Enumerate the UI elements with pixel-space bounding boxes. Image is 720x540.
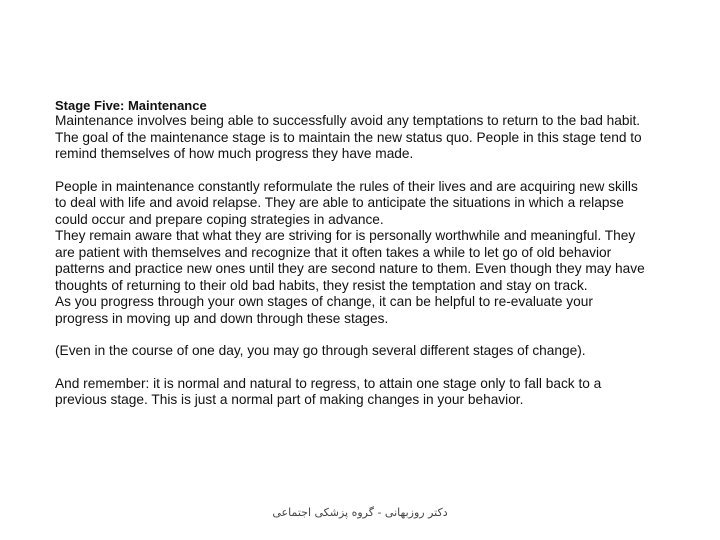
paragraph-spacer [55, 327, 705, 343]
slide-heading: Stage Five: Maintenance [55, 98, 207, 113]
paragraph-spacer [55, 163, 705, 179]
paragraph-stage-note: (Even in the course of one day, you may go through several different stages of change). [55, 343, 586, 358]
slide-content [55, 98, 705, 409]
slide-footer: دکتر روزبهانی - گروه پزشکی اجتماعی [272, 506, 448, 519]
paragraph-maintenance-intro: Maintenance involves being able to successfully avoid any temptations to return to the bad habit. The goal of the maintenance stage is to maintain the new status quo. People in this stage tend to remind themselves of how much progress they have made. [55, 113, 642, 161]
paragraph-maintenance-details: People in maintenance constantly reformulate the rules of their lives and are acquiring new skills to deal with life and avoid relapse. They are able to anticipate the situations in which a relapse could occur and prepare coping strategies in advance. They remain aware that what they are striving for is personally worthwhile and meaningful. They are patient with themselves and recognize that it often takes a while to let go of old behavior patterns and practice new ones until they are second nature to them. Even though they may have thoughts of returning to their old bad habits, they resist the temptation and stay on track. As you progress through your own stages of change, it can be helpful to re-evaluate your progress in moving up and down through these stages. [55, 178, 645, 326]
paragraph-spacer [55, 360, 705, 376]
paragraph-remember: And remember: it is normal and natural to regress, to attain one stage only to fall back to a previous stage. This is just a normal part of making changes in your behavior. [55, 375, 602, 407]
